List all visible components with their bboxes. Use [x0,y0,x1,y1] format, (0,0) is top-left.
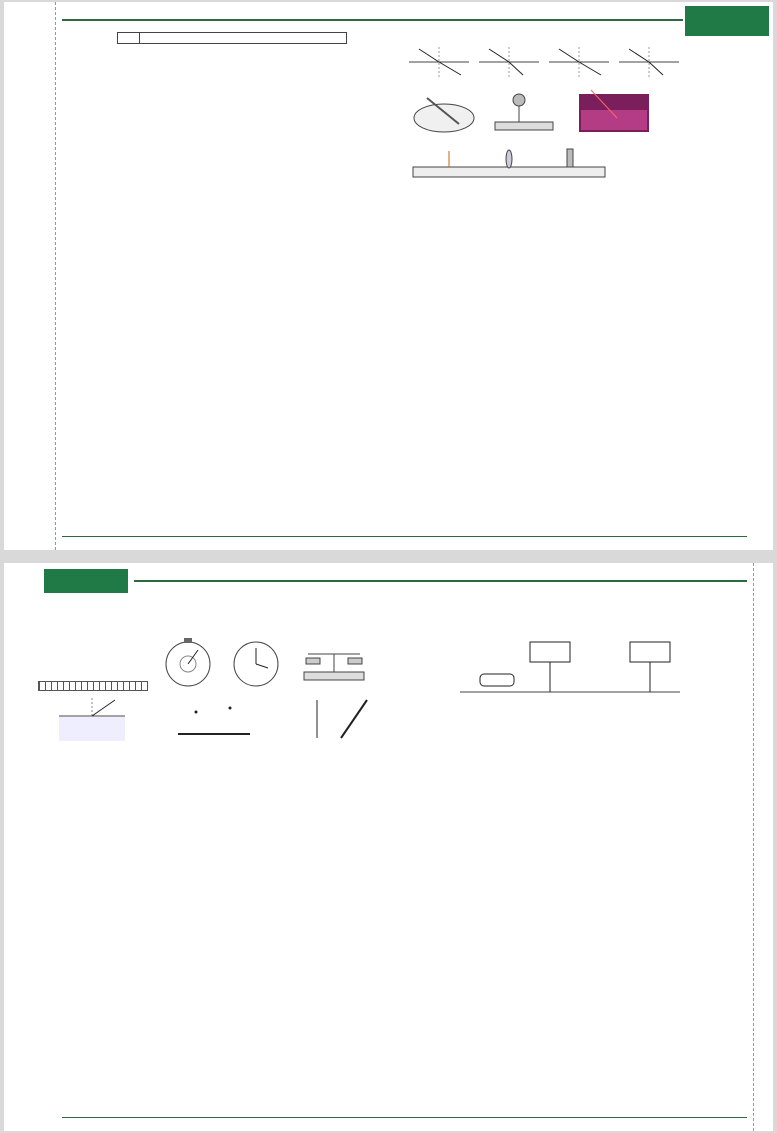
question-figure [569,88,659,139]
right-column [409,42,699,190]
figure-row-9-11 [409,88,699,139]
left-column [38,633,390,751]
right-column [400,629,722,790]
left-column [62,26,402,64]
balance-figure [294,642,374,688]
binding-gutter [753,563,773,1131]
header-brand [62,6,72,18]
mass-volume-graph [580,706,700,790]
header-rule [62,19,683,21]
binding-gutter [4,2,56,550]
exam-page-2 [4,563,773,1131]
optics-diagram [409,45,469,82]
brand-logo [685,6,769,36]
optics-diagram [549,45,609,82]
optical-bench-figure [409,147,699,184]
exam-notice [117,32,347,44]
road-sign-figure [460,632,680,702]
figure-row-15-19 [38,636,390,691]
optics-diagram [619,45,679,82]
plane-mirror-figure [301,694,371,744]
ruler-figure [38,681,148,691]
header-brand [733,567,743,579]
notice-heading [118,33,140,43]
page-footer [62,536,747,546]
brand-logo [44,569,128,593]
q9-diagrams [409,45,699,82]
mirror-figure [174,694,254,744]
page-footer [62,1117,747,1127]
stopwatch-figure [158,636,218,688]
exam-page-1 [4,2,773,550]
question-figure [489,88,559,139]
question-figure [409,88,479,139]
figure-row-21-23 [38,694,390,747]
clock-figure [228,636,284,688]
header-rule [134,580,747,582]
refraction-figure [57,694,127,744]
optics-diagram [479,45,539,82]
